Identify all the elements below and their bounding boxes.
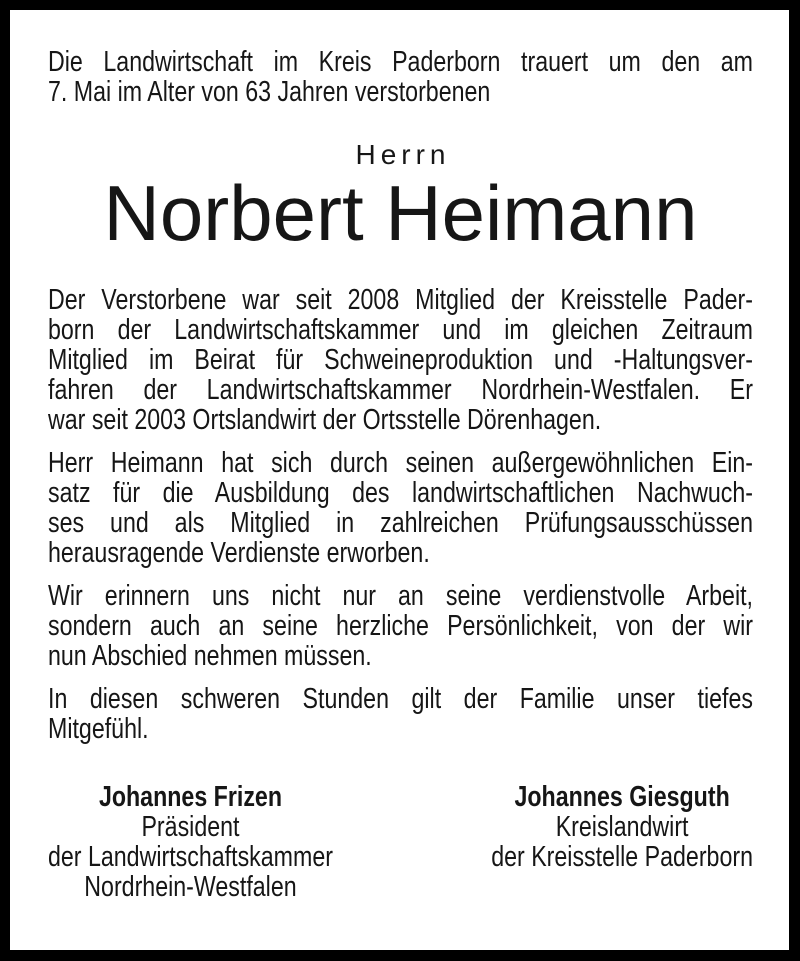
text-line: Herr Heimann hat sich durch seinen außergewöhnlichen Ein- [48,447,753,479]
text-line: born der Landwirtschaftskammer und im gleichen Zeitraum [48,314,753,346]
text-line: Mitglied im Beirat für Schweineproduktion und -Haltungsver- [48,344,753,376]
notice-content [10,47,789,902]
intro-paragraph [48,47,753,107]
text-line: sondern auch an seine herzliche Persönlichkeit, von der wir [48,610,753,642]
body-paragraphs [48,285,753,744]
text-line: Mitgefühl. [48,713,149,745]
salutation: Herrn [355,139,451,170]
text-line: war seit 2003 Ortslandwirt der Ortsstelle Dörenhagen. [48,404,602,436]
body-paragraph [48,684,753,744]
text-line: Der Verstorbene war seit 2008 Mitglied der Kreisstelle Pader- [48,284,753,316]
body-paragraph [48,285,753,435]
text-line: Wir erinnern uns nicht nur an seine verdienstvolle Arbeit, [48,580,753,612]
signatory-role-line: Kreislandwirt [555,811,689,843]
deceased-name: Norbert Heimann [103,169,698,257]
body-paragraph [48,448,753,568]
text-line: herausragende Verdienste erworben. [48,537,430,569]
obituary-notice [10,10,789,950]
signatory-role-line: der Kreisstelle Paderborn [491,841,753,873]
signatory-name: Johannes Frizen [98,781,282,813]
body-paragraph [48,581,753,671]
signatory-block [491,782,753,902]
text-line: 7. Mai im Alter von 63 Jahren verstorbenen [48,76,491,108]
signatory-role-line: Nordrhein-Westfalen [84,871,297,903]
text-line: satz für die Ausbildung des landwirtschaftlichen Nachwuch- [48,477,753,509]
text-line: In diesen schweren Stunden gilt der Familie unser tiefes [48,683,753,715]
text-line: ses und als Mitglied in zahlreichen Prüfungsausschüssen [48,507,753,539]
signatory-name: Johannes Giesguth [514,781,730,813]
text-line: fahren der Landwirtschaftskammer Nordrhein-Westfalen. Er [48,374,753,406]
signatory-role-line: Präsident [141,811,240,843]
text-line: Die Landwirtschaft im Kreis Paderborn trauert um den am [48,46,753,78]
text-line: nun Abschied nehmen müssen. [48,640,372,672]
signatory-block [48,782,333,902]
signatory-role-line: der Landwirtschaftskammer [48,841,333,873]
signature-row [48,782,753,902]
